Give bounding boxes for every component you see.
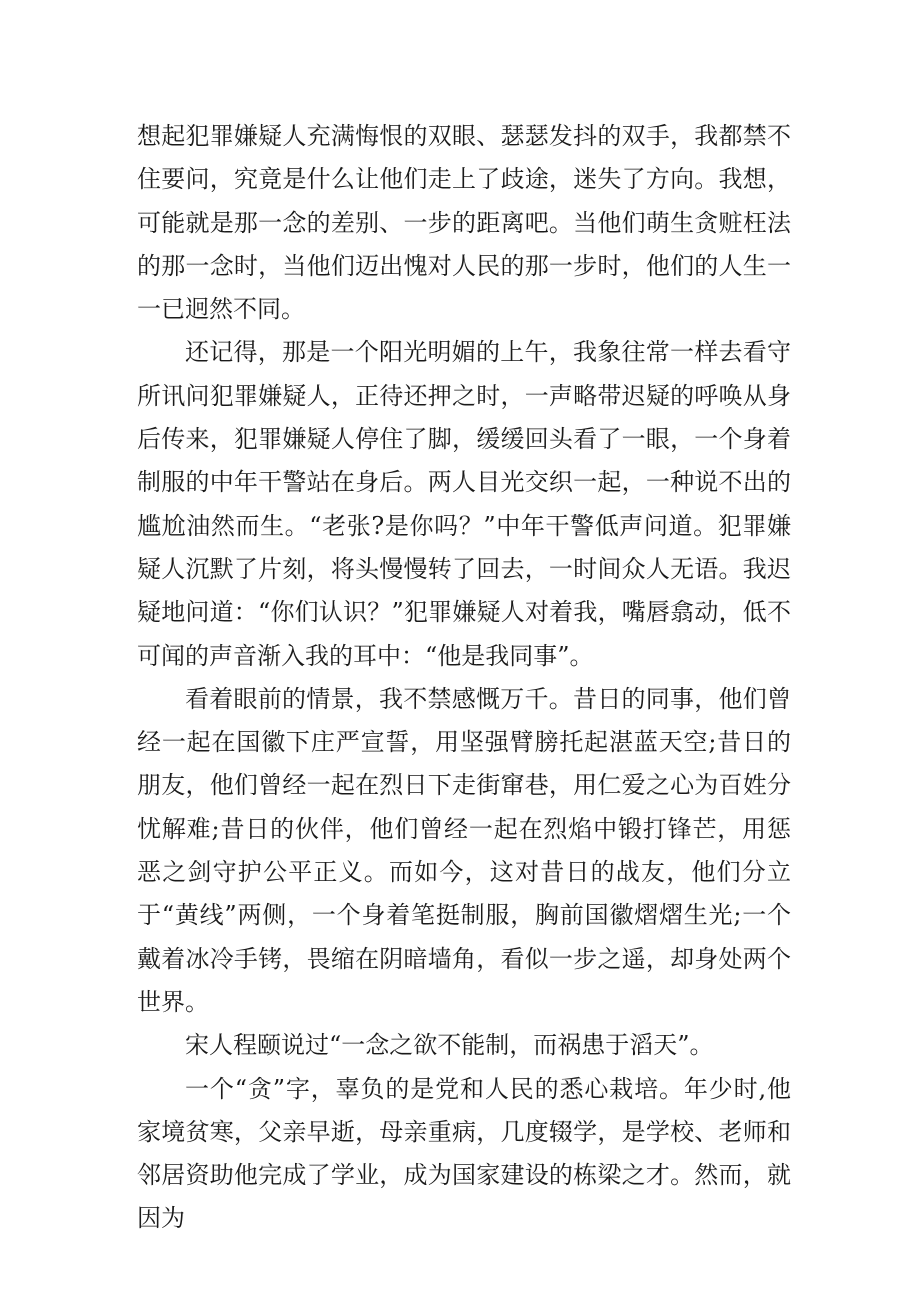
paragraph-4: 宋人程颐说过“一念之欲不能制，而祸患于滔天”。 bbox=[185, 1031, 714, 1060]
paragraph-1: 想起犯罪嫌疑人充满悔恨的双眼、瑟瑟发抖的双手，我都禁不住要问，究竟是什么让他们走上了歧途，迷失了方向。我想，可能就是那一念的差别、一步的距离吧。当他们萌生贪赃枉法的那一念时，当他们迈出愧对人民的那一步时，他们的人生一一已迥然不同。 bbox=[137, 122, 791, 324]
paragraph-5: 一个“贪”字，辜负的是党和人民的悉心栽培。年少时,他家境贫寒，父亲早逝，母亲重病，几度辍学，是学校、老师和邻居资助他完成了学业，成为国家建设的栋梁之才。然而，就因为 bbox=[137, 1074, 791, 1233]
paragraph-3: 看着眼前的情景，我不禁感慨万千。昔日的同事，他们曾经一起在国徽下庄严宣誓，用坚强臂膀托起湛蓝天空;昔日的朋友，他们曾经一起在烈日下走街窜巷，用仁爱之心为百姓分忧解难;昔日的伙伴，他们曾经一起在烈焰中锻打锋芒，用惩恶之剑守护公平正义。而如今，这对昔日的战友，他们分立于“黄线”两侧，一个身着笔挺制服，胸前国徽熠熠生光;一个戴着冰冷手铐，畏缩在阴暗墙角，看似一步之遥，却身处两个世界。 bbox=[137, 684, 791, 1016]
paragraph-2: 还记得，那是一个阳光明媚的上午，我象往常一样去看守所讯问犯罪嫌疑人，正待还押之时，一声略带迟疑的呼唤从身后传来，犯罪嫌疑人停住了脚，缓缓回头看了一眼，一个身着制服的中年干警站在身后。两人目光交织一起，一种说不出的尴尬油然而生。“老张?是你吗？”中年干警低声问道。犯罪嫌疑人沉默了片刻，将头慢慢转了回去，一时间众人无语。我迟疑地问道：“你们认识？”犯罪嫌疑人对着我，嘴唇翕动，低不可闻的声音渐入我的耳中：“他是我同事”。 bbox=[137, 338, 791, 670]
article-body bbox=[137, 115, 791, 1241]
